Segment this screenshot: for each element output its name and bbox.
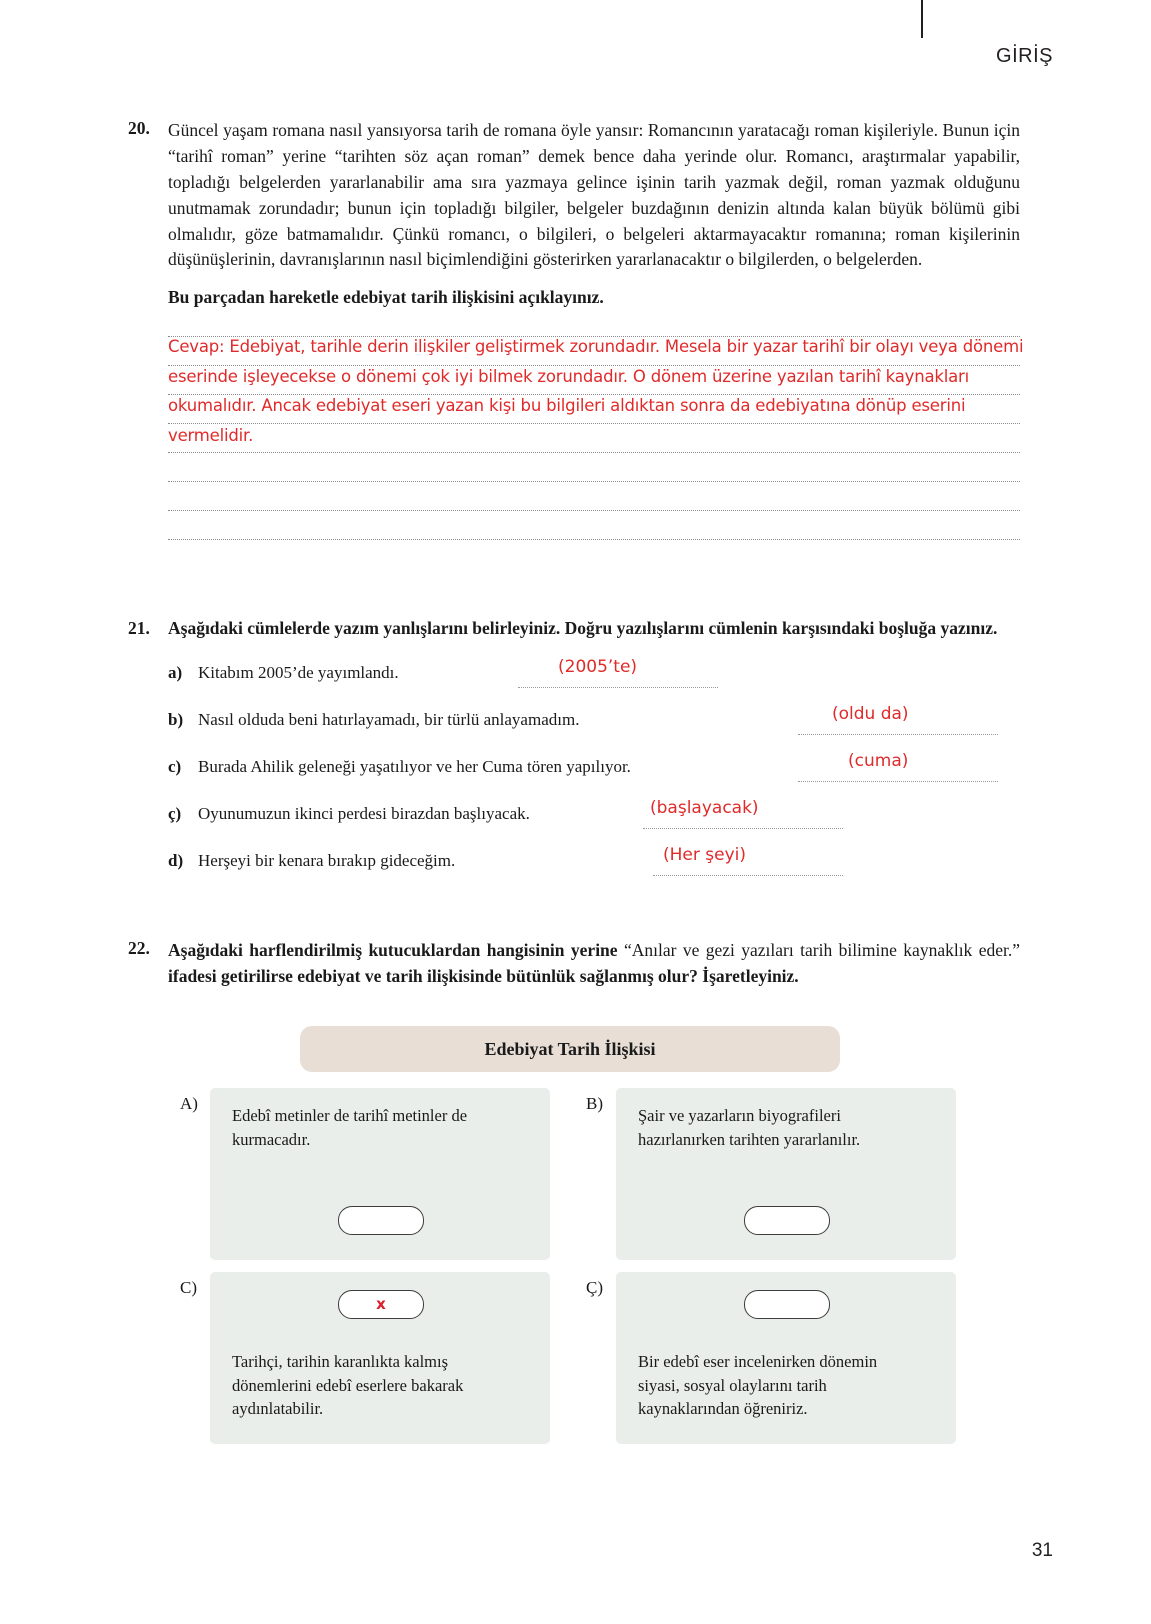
question-21-item (168, 796, 1020, 843)
option-checkbox-c[interactable] (338, 1290, 424, 1319)
item-letter: ç) (168, 804, 182, 824)
page-content (128, 118, 1024, 1446)
answer-handwritten-line: vermelidir. (168, 425, 254, 445)
item-sentence: Herşeyi bir kenara bırakıp gideceğim. (198, 851, 456, 871)
question-20-prompt: Bu parçadan hareketle edebiyat tarih ilişkisini açıklayınız. (168, 287, 604, 308)
option-letter-b: B) (586, 1094, 603, 1114)
question-21-item (168, 749, 1020, 796)
question-22-prompt-part2: ifadesi getirilirse edebiyat ve tarih ilişkisinde bütünlük sağlanmış olur? İşaretleyiniz. (168, 966, 799, 987)
item-sentence: Oyunumuzun ikinci perdesi birazdan başlıyacak. (198, 804, 530, 824)
item-sentence: Nasıl olduda beni hatırlayamadı, bir türlü anlayamadım. (198, 710, 580, 730)
answer-handwritten-line: okumalıdır. Ancak edebiyat eseri yazan kişi bu bilgileri aldıktan sonra da edebiyatına dönüp eserini (168, 396, 966, 416)
question-21-items (168, 655, 1020, 890)
question-21-number: 21. (128, 618, 150, 639)
edebiyat-tarih-diagram (128, 1026, 1020, 1446)
question-21-item (168, 843, 1020, 890)
option-text-b: Şair ve yazarların biyografileri hazırlanırken tarihten yararlanılır. (638, 1106, 861, 1149)
option-letter-c-cedilla: Ç) (586, 1278, 603, 1298)
header-rule (921, 0, 923, 38)
question-22-number: 22. (128, 938, 150, 959)
item-blank-line[interactable] (643, 828, 843, 829)
item-letter: b) (168, 710, 184, 730)
question-21-prompt: Aşağıdaki cümlelerde yazım yanlışlarını belirleyiniz. Doğru yazılışlarını cümlenin karşısındaki boşluğa yazınız. (168, 618, 998, 639)
section-title: GİRİŞ (996, 45, 1053, 67)
item-sentence: Kitabım 2005’de yayımlandı. (198, 663, 399, 683)
option-box-b[interactable] (616, 1088, 956, 1260)
answer-dotted-line (168, 481, 1020, 482)
option-letter-c: C) (180, 1278, 197, 1298)
option-checkbox-a[interactable] (338, 1206, 424, 1235)
item-correction: (2005’te) (558, 657, 638, 678)
item-blank-line[interactable] (653, 875, 843, 876)
option-box-c-cedilla[interactable] (616, 1272, 956, 1444)
question-22 (128, 938, 1020, 990)
option-letter-a: A) (180, 1094, 198, 1114)
item-correction: (oldu da) (832, 704, 909, 725)
diagram-title-box (300, 1026, 840, 1072)
diagram-title: Edebiyat Tarih İlişkisi (484, 1038, 656, 1059)
answer-dotted-line (168, 539, 1020, 540)
answer-dotted-line (168, 510, 1020, 511)
answer-handwritten-line: eserinde işleyecekse o dönemi çok iyi bilmek zorundadır. O dönem üzerine yazılan tarihî kaynakları (168, 366, 969, 386)
item-sentence: Burada Ahilik geleneği yaşatılıyor ve her Cuma tören yapılıyor. (198, 757, 631, 777)
question-22-prompt-part1: Aşağıdaki harflendirilmiş kutucuklardan hangisinin yerine (168, 940, 618, 961)
answer-dotted-line (168, 452, 1020, 453)
item-letter: c) (168, 757, 182, 777)
question-20-answer-area[interactable] (168, 336, 1024, 536)
item-correction: (cuma) (848, 751, 909, 772)
option-text-a: Edebî metinler de tarihî metinler de kurmacadır. (232, 1106, 468, 1149)
page-header (693, 0, 1053, 90)
question-20-paragraph: Güncel yaşam romana nasıl yansıyorsa tarih de romana öyle yansır: Romancının yaratacağı roman kişileriyle. Bunun için “tarihî roman” yerine “tarihten söz açan roman” demek bence daha yerinde olur. Romancı, araştırmalar yapabilir, topladığı belgelerden yararlanabilir ama sıra yazmaya gelince işinin tarih yazmak değil, roman yazmak olduğunu unutmamak zorundadır; bunun için topladığı bilgiler, belgeler buzdağının denizin altında kalan büyük bölümü gibi olmalıdır, göze batmamalıdır. Çünkü romancı, o bilgileri, o belgeleri aktarmayacaktır romanına; roman kişilerinin düşünüşlerinin, davranışlarının nasıl biçimlendiğini gösterirken yararlanacaktır o bilgilerden, o belgelerden. (168, 120, 1020, 270)
question-20 (128, 118, 1020, 308)
page-number: 31 (1031, 1540, 1053, 1561)
answer-handwritten-line: Cevap: Edebiyat, tarihle derin ilişkiler geliştirmek zorundadır. Mesela bir yazar tarihî bir olayı veya dönemi (168, 337, 1024, 357)
item-blank-line[interactable] (798, 781, 998, 782)
option-checkbox-c-cedilla[interactable] (744, 1290, 830, 1319)
item-correction: (başlayacak) (650, 798, 759, 819)
option-checkbox-b[interactable] (744, 1206, 830, 1235)
question-22-prompt-quote: “Anılar ve gezi yazıları tarih bilimine kaynaklık eder.” (623, 940, 1020, 961)
option-box-c[interactable] (210, 1272, 550, 1444)
item-correction: (Her şeyi) (663, 845, 746, 866)
question-21 (128, 618, 1020, 639)
item-blank-line[interactable] (518, 687, 718, 688)
question-22-prompt (168, 938, 1020, 990)
item-letter: a) (168, 663, 183, 683)
item-blank-line[interactable] (798, 734, 998, 735)
question-21-item (168, 702, 1020, 749)
question-20-number: 20. (128, 118, 150, 138)
question-21-item (168, 655, 1020, 702)
option-text-c: Tarihçi, tarihin karanlıkta kalmış dönemlerini edebî eserlere bakarak aydınlatabilir. (232, 1352, 464, 1418)
option-box-a[interactable] (210, 1088, 550, 1260)
item-letter: d) (168, 851, 184, 871)
option-text-c-cedilla: Bir edebî eser incelenirken dönemin siyasi, sosyal olaylarını tarih kaynaklarından öğreniriz. (638, 1352, 878, 1418)
option-check-mark-c: x (376, 1295, 386, 1314)
